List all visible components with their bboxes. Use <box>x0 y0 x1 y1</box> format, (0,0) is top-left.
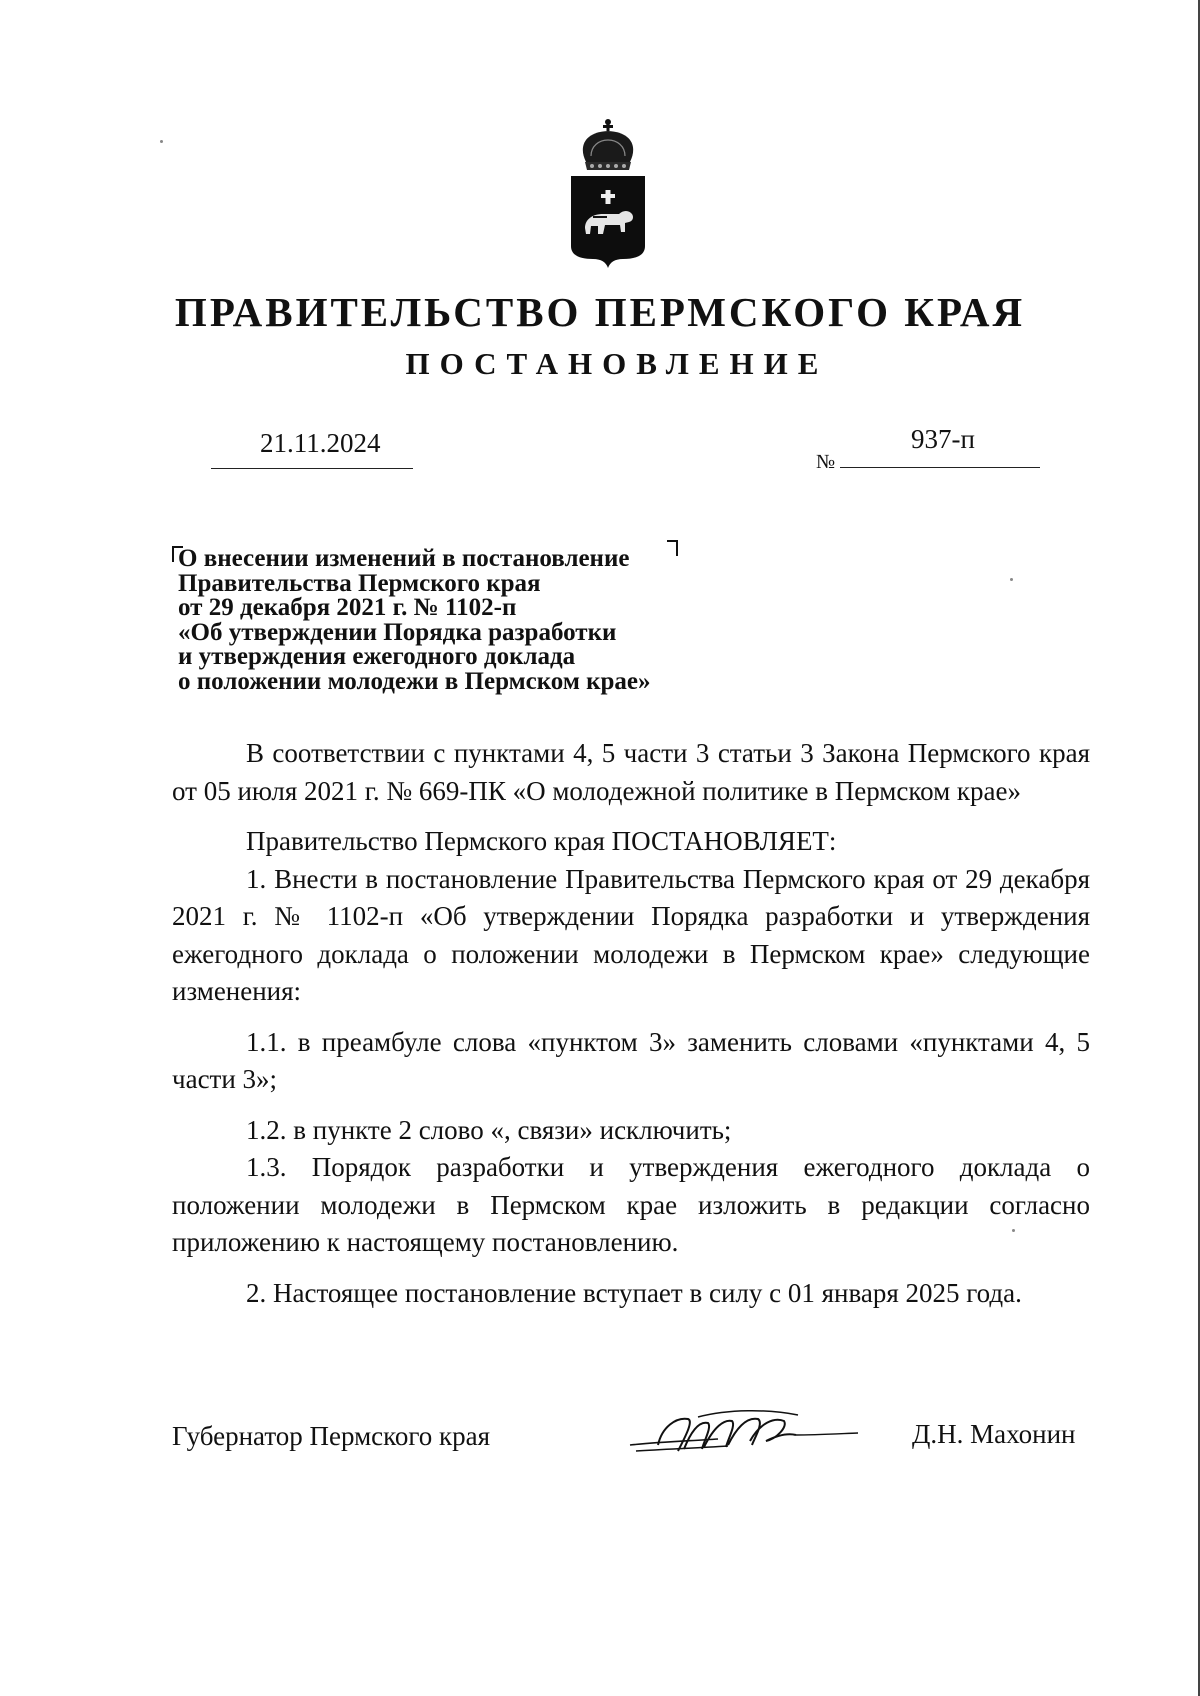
body-paragraph: Правительство Пермского края ПОСТАНОВЛЯЕТ: <box>246 826 837 856</box>
document-number: 937-п <box>911 424 975 454</box>
organization-title: ПРАВИТЕЛЬСТВО ПЕРМСКОГО КРАЯ <box>174 289 1026 335</box>
document-subject <box>178 547 651 694</box>
scan-speck <box>1012 1229 1015 1232</box>
body-paragraph: 1.1. в преамбуле слова «пунктом 3» заменить словами «пунктами 4, 5 части 3»; <box>172 1026 1090 1094</box>
document-date: 21.11.2024 <box>260 428 381 458</box>
body-paragraph: 1.3. Порядок разработки и утверждения ежегодного доклада о положении молодежи в Пермском крае изложить в редакции согласно приложению к настоящему постановлению. <box>172 1152 1090 1257</box>
body-paragraph: 1. Внести в постановление Правительства Пермского края от 29 декабря 2021 г. № 1102-п «Об утверждении Порядка разработки и утверждения ежегодного доклада о положении молодежи в Пермском крае» следующие изменения: <box>172 863 1090 1006</box>
subject-line: о положении молодежи в Пермском крае» <box>178 667 651 695</box>
subject-line: О внесении изменений в постановление <box>178 545 630 572</box>
subject-line: и утверждения ежегодного доклада <box>178 643 576 670</box>
subject-line: «Об утверждении Порядка разработки <box>178 618 617 646</box>
scan-speck <box>1010 578 1013 581</box>
signatory-title: Губернатор Пермского края <box>172 1421 491 1451</box>
body-paragraph: В соответствии с пунктами 4, 5 части 3 статьи 3 Закона Пермского края от 05 июля 2021 г. № 669-ПК «О молодежной политике в Пермском крае» <box>172 738 1090 806</box>
document-body <box>172 735 1090 1312</box>
number-sign: № <box>816 451 836 473</box>
signatory-name: Д.Н. Махонин <box>912 1419 1076 1449</box>
perm-krai-coat-of-arms-icon <box>563 118 653 270</box>
subject-line: от 29 декабря 2021 г. № 1102-п <box>178 594 517 621</box>
body-paragraph: 1.2. в пункте 2 слово «, связи» исключить; <box>246 1114 732 1145</box>
body-paragraph: 2. Настоящее постановление вступает в силу с 01 января 2025 года. <box>246 1277 1022 1308</box>
date-underline <box>211 468 413 469</box>
handwritten-signature-icon <box>628 1405 860 1465</box>
scan-speck <box>160 140 163 143</box>
number-underline <box>840 467 1040 468</box>
subject-line: Правительства Пермского края <box>178 569 541 597</box>
subject-corner-right <box>667 540 678 556</box>
document-type: ПОСТАНОВЛЕНИЕ <box>405 346 829 381</box>
